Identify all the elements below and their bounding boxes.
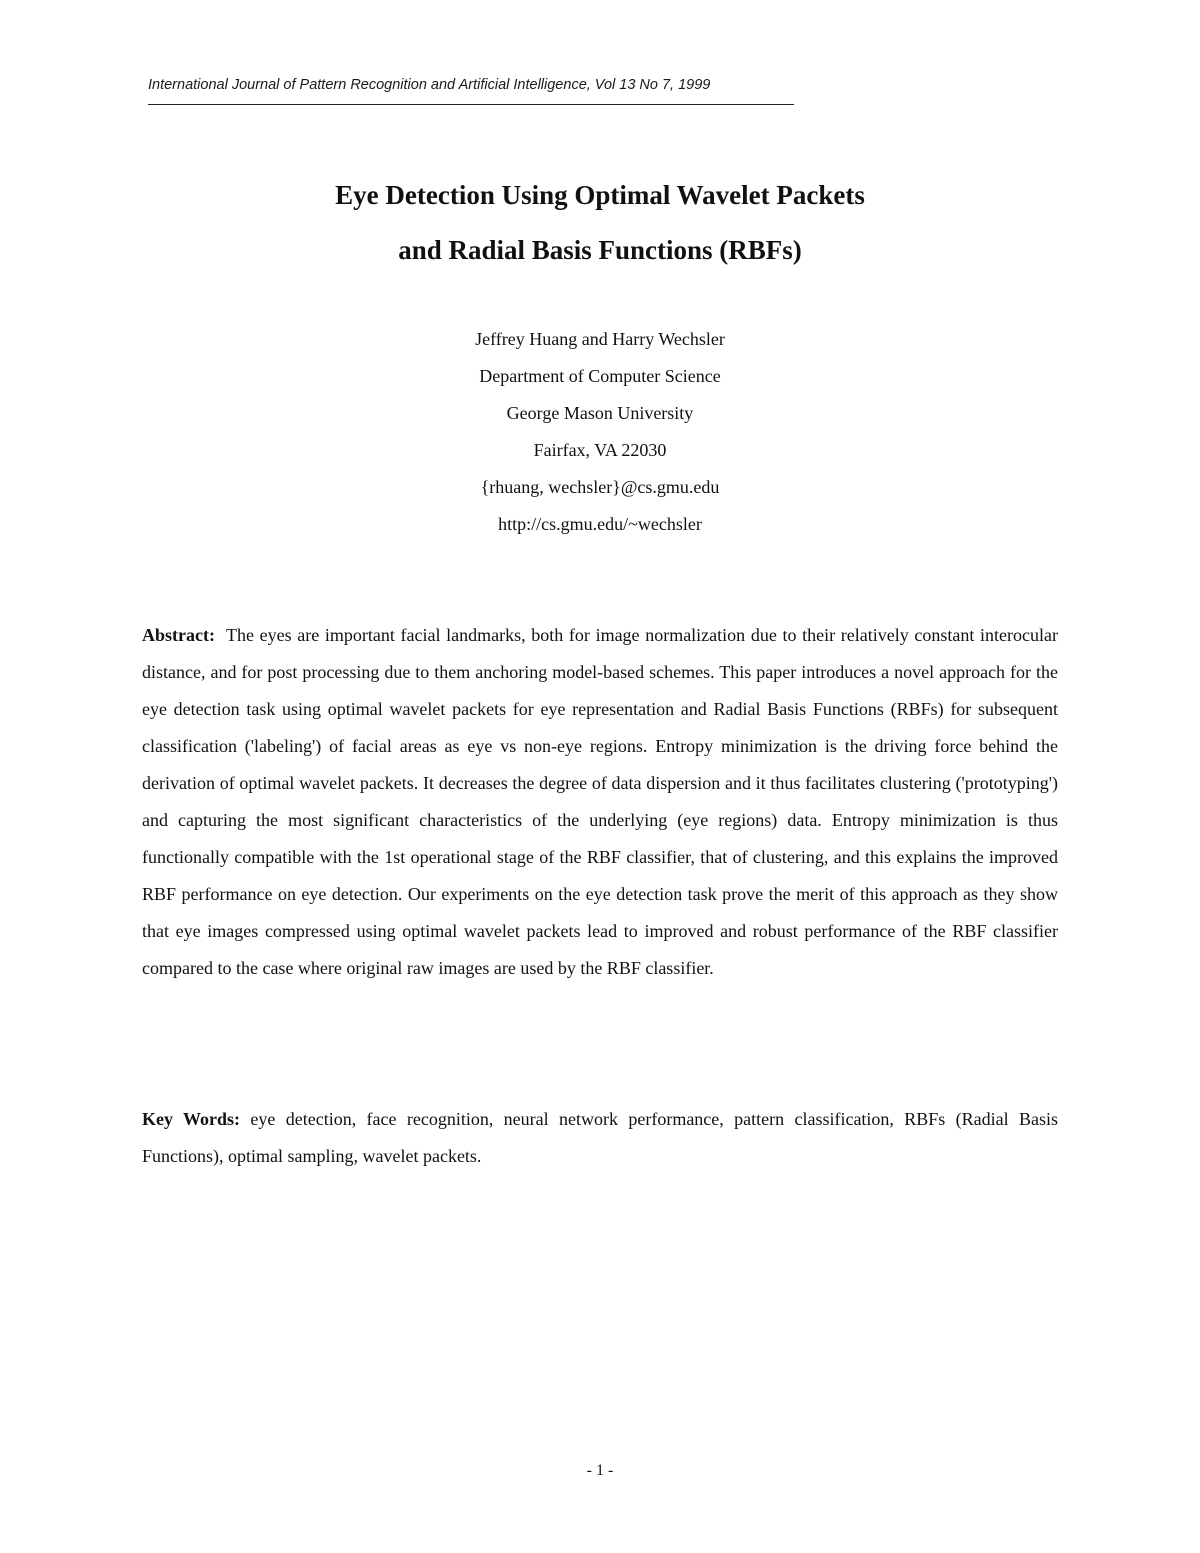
page-number: - 1 - <box>586 1462 614 1479</box>
header-rule <box>148 104 794 105</box>
author-address: Fairfax, VA 22030 <box>533 440 667 460</box>
author-url: http://cs.gmu.edu/~wechsler <box>498 514 702 534</box>
author-university: George Mason University <box>506 403 694 423</box>
abstract-paragraph <box>142 617 1058 987</box>
journal-header: International Journal of Pattern Recognition and Artificial Intelligence, Vol 13 No 7, 1999 <box>148 77 711 93</box>
author-names: Jeffrey Huang and Harry Wechsler <box>475 329 725 349</box>
keywords-paragraph <box>142 1101 1058 1175</box>
keywords-label: Key Words: <box>142 1109 241 1129</box>
author-block <box>0 321 1200 543</box>
author-email: {rhuang, wechsler}@cs.gmu.edu <box>480 477 720 497</box>
paper-title-line-1: Eye Detection Using Optimal Wavelet Packets <box>335 180 865 210</box>
abstract-text: The eyes are important facial landmarks, both for image normalization due to their relatively constant interocular distance, and for post processing due to them anchoring model-based schemes. This paper introduces a novel approach for the eye detection task using optimal wavelet packets for eye representation and Radial Basis Functions (RBFs) for subsequent classification ('labeling') of facial areas as eye vs non-eye regions. Entropy minimization is the driving force behind the derivation of optimal wavelet packets. It decreases the degree of data dispersion and it thus facilitates clustering ('prototyping') and capturing the most significant characteristics of the underlying (eye regions) data. Entropy minimization is thus functionally compatible with the 1st operational stage of the RBF classifier, that of clustering, and this explains the improved RBF performance on eye detection. Our experiments on the eye detection task prove the merit of this approach as they show that eye images compressed using optimal wavelet packets lead to improved and robust performance of the RBF classifier compared to the case where original raw images are used by the RBF classifier. <box>142 625 1058 978</box>
paper-title <box>0 168 1200 278</box>
abstract-label: Abstract: <box>142 625 215 645</box>
keywords-text: eye detection, face recognition, neural network performance, pattern classification, RBFs (Radial Basis Functions), optimal sampling, wavelet packets. <box>142 1109 1059 1166</box>
paper-title-line-2: and Radial Basis Functions (RBFs) <box>398 235 802 265</box>
author-department: Department of Computer Science <box>479 366 721 386</box>
